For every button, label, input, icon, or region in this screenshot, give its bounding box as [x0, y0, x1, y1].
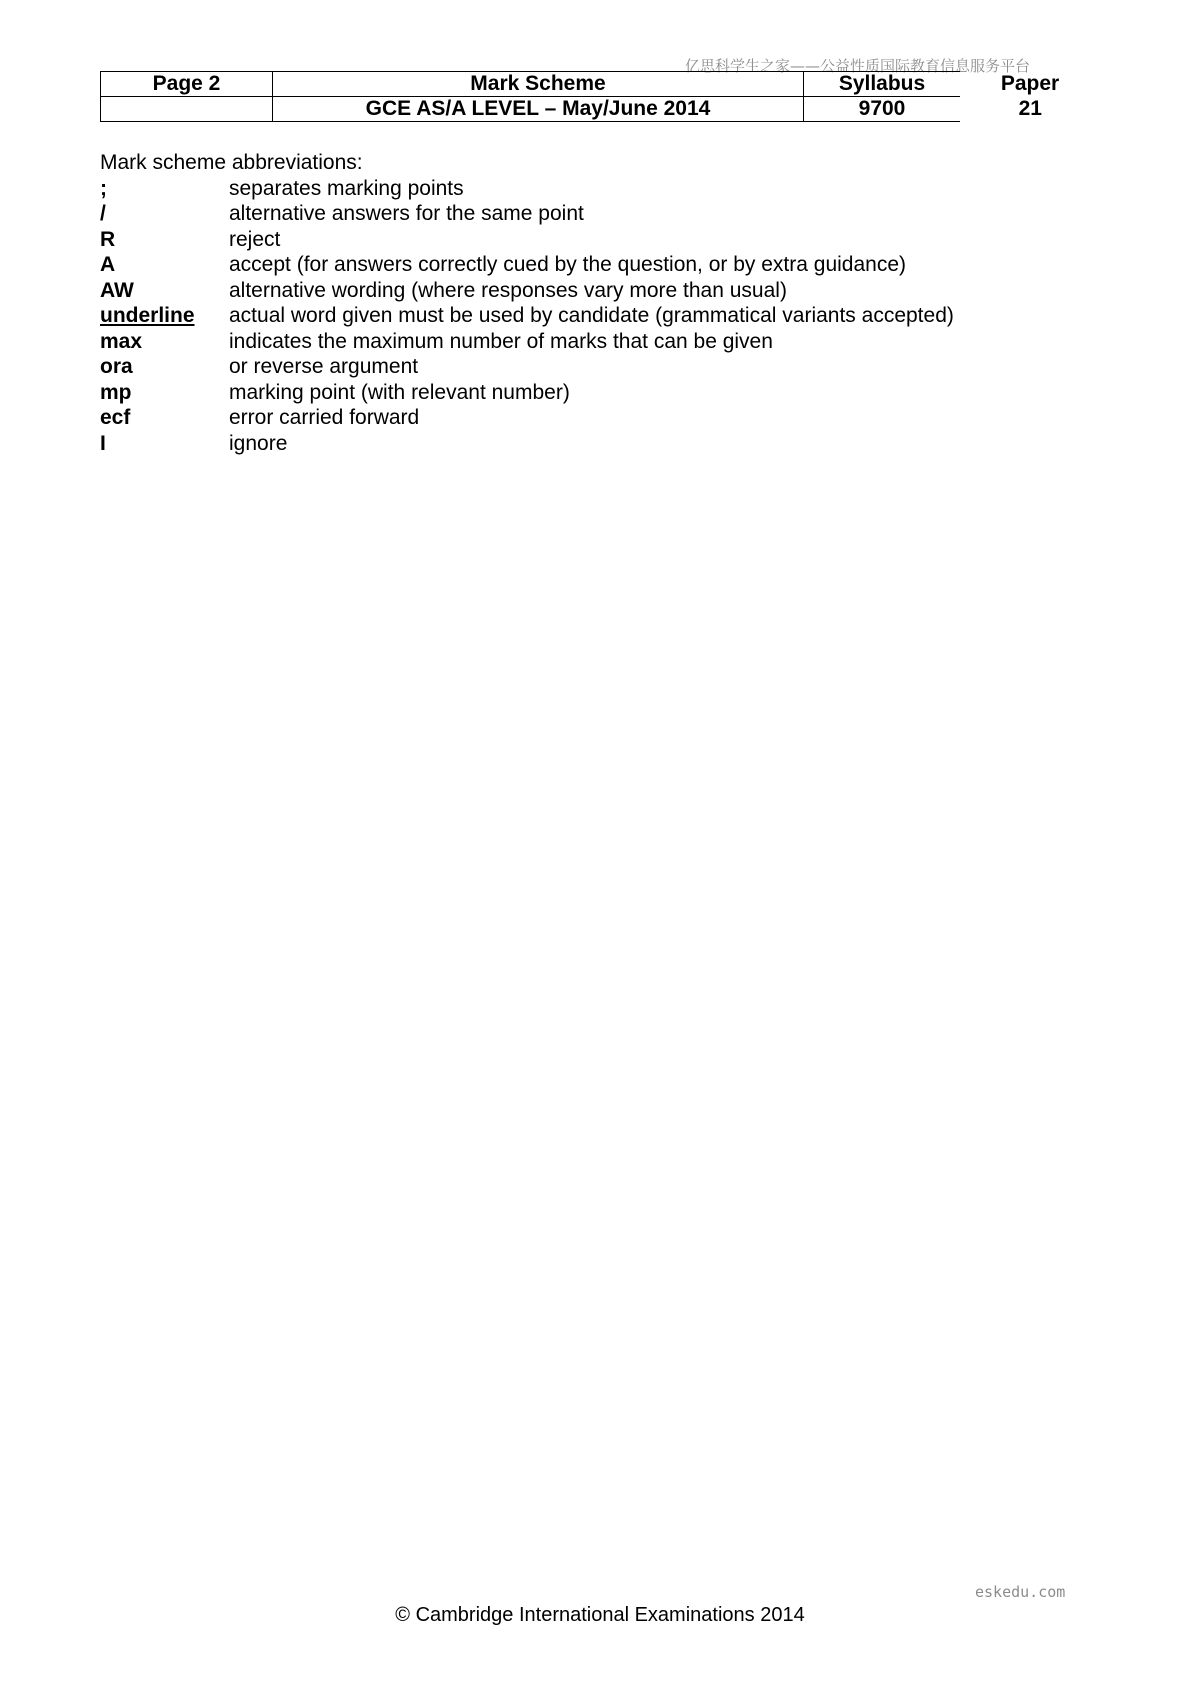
header-table [100, 71, 1101, 122]
list-item [100, 176, 954, 202]
abbreviation-meaning: indicates the maximum number of marks that can be given [229, 329, 773, 353]
abbreviation-term: max [100, 329, 143, 353]
abbreviation-meaning: or reverse argument [229, 355, 419, 378]
abbreviation-meaning: marking point (with relevant number) [229, 380, 570, 404]
abbreviation-term: ; [100, 176, 107, 200]
abbreviation-term: underline [100, 304, 195, 327]
abbreviations-heading: Mark scheme abbreviations: [100, 151, 363, 174]
paper-label-cell: Paper [1000, 72, 1060, 95]
list-item [100, 278, 954, 304]
page-number-cell: Page 2 [101, 72, 273, 97]
abbreviation-meaning: reject [229, 227, 281, 251]
list-item [100, 303, 954, 329]
abbreviation-meaning: error carried forward [229, 406, 420, 429]
watermark-bottom: eskedu.com [975, 1583, 1066, 1601]
abbreviation-meaning: alternative wording (where responses vary more than usual) [229, 278, 787, 302]
abbreviation-term: A [100, 253, 116, 276]
abbreviation-term: ecf [100, 406, 131, 429]
empty-cell [101, 97, 273, 122]
paper-number-cell: 21 [1018, 97, 1042, 120]
list-item [100, 201, 954, 227]
copyright-footer: © Cambridge International Examinations 2014 [395, 1604, 805, 1626]
list-item [100, 354, 954, 380]
abbreviation-meaning: actual word given must be used by candidate (grammatical variants accepted) [229, 304, 954, 327]
abbreviation-term: R [100, 227, 116, 251]
abbreviation-term: mp [100, 380, 132, 404]
watermark-top: 亿思科学生之家——公益性质国际教育信息服务平台 [685, 57, 1031, 75]
abbreviation-term: AW [100, 278, 134, 302]
abbreviation-term: ora [100, 355, 133, 378]
list-item [100, 405, 954, 431]
document-title-cell: Mark Scheme [273, 72, 804, 97]
header-row [101, 72, 1101, 97]
syllabus-code-cell: 9700 [804, 97, 961, 122]
abbreviations-list [100, 176, 954, 457]
list-item [100, 329, 954, 355]
list-item [100, 431, 954, 457]
abbreviation-meaning: ignore [229, 431, 288, 455]
abbreviation-meaning: alternative answers for the same point [229, 202, 584, 225]
exam-session-cell: GCE AS/A LEVEL – May/June 2014 [273, 97, 804, 122]
header-row [101, 97, 1101, 122]
abbreviation-meaning: separates marking points [229, 176, 464, 200]
list-item [100, 227, 954, 253]
abbreviation-term: / [100, 202, 106, 225]
abbreviation-term: I [100, 431, 106, 455]
abbreviation-meaning: accept (for answers correctly cued by the question, or by extra guidance) [229, 253, 907, 276]
list-item [100, 380, 954, 406]
syllabus-label-cell: Syllabus [804, 72, 961, 97]
list-item [100, 252, 954, 278]
